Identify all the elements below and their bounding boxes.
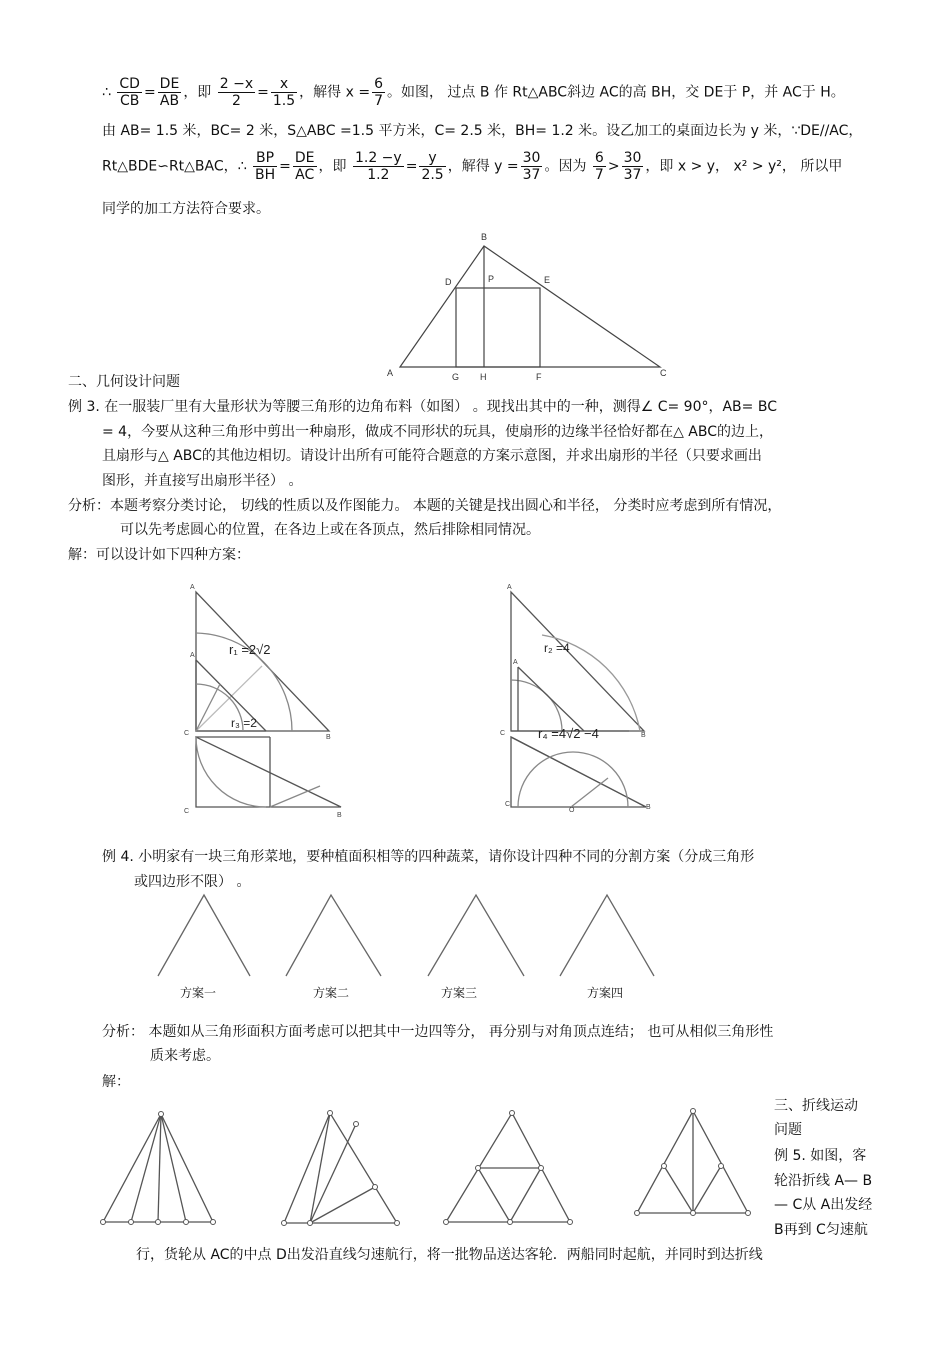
solution-line-4: 同学的加工方法符合要求。 [102,201,270,217]
scheme-caption-3: 方案三 [441,986,478,1000]
fig2-label-o: O [569,807,575,814]
analysis-3-line-2: 可以先考虑圆心的位置，在各边上或在各顶点，然后排除相同情况。 [120,522,540,538]
fig1-label-f: F [536,372,542,382]
fig2-label-a2: A [190,652,195,659]
radius-r1-label: r₁ =2√2 [229,642,271,657]
section-3-line-5: — C从 A出发经 [774,1197,873,1213]
fig2-label-b4: B [646,804,651,811]
fraction-12-y: $\frac{1.2 -y}{1.2}$ [354,150,402,183]
radius-r3-label: r₃ =2 [231,716,257,730]
section-3-last-line: 行，货轮从 AC的中点 D出发沿直线匀速航行，将一批物品送达客轮．两船同时起航，并同时到达折线 [136,1247,763,1263]
fraction-cd-cb: $\frac{CD}{CB}$ [119,76,140,109]
fig2-label-c1: C [184,730,190,737]
fraction-30-37: $\frac{30}{37}$ [522,150,541,183]
example-3-line-3: 且扇形与△ ABC的其他边相切。请设计出所有可能符合题意的方案示意图，并求出扇形的半径（只要求画出 [102,448,762,464]
scheme-caption-2: 方案二 [313,986,350,1000]
analysis-3-line-1: 分析：本题考察分类讨论， 切线的性质以及作图能力。 本题的关键是找出圆心和半径， 分类时应考虑到所有情况， [68,498,782,514]
fig1-label-g: G [452,372,460,382]
section-3-line-1: 三、折线运动 [774,1098,858,1114]
fig1-label-b: B [481,232,488,242]
fig2-label-b2: B [337,812,342,819]
radius-r4-label: r₄ =4√2 −4 [538,726,599,741]
section-3-line-6: B再到 C匀速航 [774,1222,868,1238]
fraction-de-ac: $\frac{DE}{AC}$ [294,150,315,183]
radius-r2-label: r₂ =4 [544,641,570,655]
example-4-line-2: 或四边形不限） 。 [134,874,251,890]
fig2-label-b3: B [641,732,646,739]
fig2-label-a3: A [507,584,512,591]
solution-line-1: ∴ $\frac{CD}{CB}$ = $\frac{DE}{AB}$ ，即 $\frac{2 -x}{2}$ = $\frac{x}{1.5}$ ，解得 x = $\frac{6}{7}$ 。如图， 过点 B 作 Rt△ABC斜边 AC的高 BH，交 DE于 P，并 AC于 H。 [102,76,845,109]
fig1-label-p: P [488,274,495,284]
fig1-label-h: H [480,372,487,382]
scheme-caption-4: 方案四 [587,986,624,1000]
fig2-label-a4: A [513,659,518,666]
section-2-title: 二、几何设计问题 [68,374,180,390]
analysis-4-line-2: 质来考虑。 [150,1048,220,1064]
fig1-label-a: A [387,368,394,378]
fraction-30-37b: $\frac{30}{37}$ [623,150,642,183]
fig1-label-e: E [544,275,551,285]
solution-line-2: 由 AB= 1.5 米，BC= 2 米，S△ABC =1.5 平方米，C= 2.5 米，BH= 1.2 米。设乙加工的桌面边长为 y 米，∵DE//AC， [102,123,863,139]
example-3-line-1: 例 3. 在一服装厂里有大量形状为等腰三角形的边角布料（如图） 。现找出其中的一种，测得∠ C= 90°，AB= BC [68,399,777,415]
solution-3-heading: 解：可以设计如下四种方案： [68,547,250,563]
fig2-label-c4: C [505,801,511,808]
fig2-label-b1: B [326,734,331,741]
section-3-line-4: 轮沿折线 A— B [774,1173,873,1189]
fraction-de-ab: $\frac{DE}{AB}$ [159,76,180,109]
section-3-line-2: 问题 [774,1122,802,1138]
therefore-symbol: ∴ [102,84,111,101]
fig1-label-d: D [445,277,452,287]
solution-line-3: Rt△BDE∽Rt△BAC，∴ $\frac{BP}{BH}$ = $\frac{DE}{AC}$ ，即 $\frac{1.2 -y}{1.2}$ = $\frac{y}{2.5}$ ，解得 y = $\frac{30}{37}$ 。因为 $\frac{6}{7}$ > $\frac{30}{37}$ ，即 x > y， x² > y²， 所以甲 [102,150,843,183]
fig1-label-c: C [660,368,667,378]
example-3-line-4: 图形，并直接写出扇形半径） 。 [102,473,303,489]
fraction-6-7b: $\frac{6}{7}$ [594,150,604,183]
scheme-caption-1: 方案一 [180,986,217,1000]
fig2-label-c3: C [500,730,506,737]
fraction-y-25: $\frac{y}{2.5}$ [421,150,444,183]
fraction-6-7: $\frac{6}{7}$ [374,76,383,109]
fig2-label-a1: A [190,584,195,591]
example-3-line-2: = 4，今要从这种三角形中剪出一种扇形，做成不同形状的玩具，使扇形的边缘半径恰好都在△ ABC的边上， [102,424,774,440]
section-3-line-3: 例 5. 如图，客 [774,1148,867,1164]
fig2-label-c2: C [184,808,190,815]
fraction-x-15: $\frac{x}{1.5}$ [272,76,296,109]
example-4-line-1: 例 4. 小明家有一块三角形菜地，要种植面积相等的四种蔬菜，请你设计四种不同的分割方案（分成三角形 [102,849,755,865]
fraction-bp-bh: $\frac{BP}{BH}$ [255,150,276,183]
fraction-2-x: $\frac{2 -x}{2}$ [219,76,254,109]
analysis-4-line-1: 分析： 本题如从三角形面积方面考虑可以把其中一边四等分， 再分别与对角顶点连结； 也可从相似三角形性 [102,1024,774,1040]
solution-4-heading: 解： [102,1074,130,1090]
